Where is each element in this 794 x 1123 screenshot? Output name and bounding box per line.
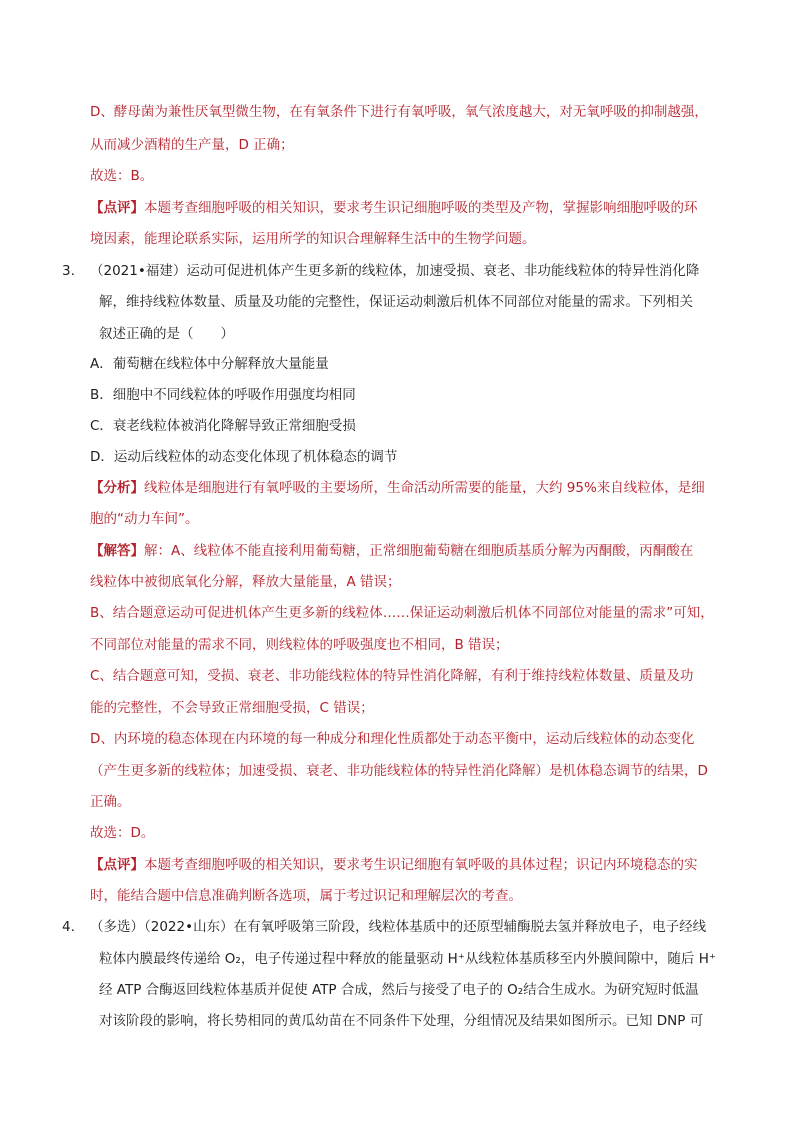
option-b-explanation-line1: B、结合题意运动可促进机体产生更多新的线粒体……保证运动刺激后机体不同部位对能量的需求”可知， bbox=[90, 605, 714, 621]
question-stem-line1: （2021•福建）运动可促进机体产生更多新的线粒体，加速受损、衰老、非功能线粒体的特异性消化降 bbox=[90, 263, 700, 279]
comment-tag: 【点评】 bbox=[90, 200, 144, 216]
option-b-explanation-line2: 不同部位对能量的需求不同，则线粒体的呼吸强度也不相同，B 错误； bbox=[90, 637, 509, 653]
comment-line2: 境因素，能理论联系实际，运用所学的知识合理解释生活中的生物学问题。 bbox=[90, 231, 536, 247]
option-c-explanation-line2: 能的完整性，不会导致正常细胞受损，C 错误； bbox=[90, 700, 374, 716]
question-number: 4. bbox=[62, 919, 75, 935]
option-c: C．衰老线粒体被消化降解导致正常细胞受损 bbox=[90, 418, 356, 434]
solution-line2: 线粒体中被彻底氧化分解，释放大量能量，A 错误； bbox=[90, 574, 401, 590]
comment-text: 本题考查细胞呼吸的相关知识，要求考生识记细胞有氧呼吸的具体过程；识记内环境稳态的实 bbox=[144, 857, 698, 873]
analysis-text: 线粒体是细胞进行有氧呼吸的主要场所，生命活动所需要的能量，大约 95%来自线粒体，是细 bbox=[144, 480, 705, 496]
analysis-line2: 胞的“动力车间”。 bbox=[90, 511, 199, 527]
solution-line1 bbox=[90, 541, 693, 561]
analysis-line1 bbox=[90, 478, 705, 498]
comment-line1 bbox=[90, 198, 698, 218]
solution-text: 解：A、线粒体不能直接利用葡萄糖，正常细胞葡萄糖在细胞质基质分解为丙酮酸，丙酮酸在 bbox=[144, 543, 694, 559]
question-stem-line2: 粒体内膜最终传递给 O₂，电子传递过程中释放的能量驱动 H⁺从线粒体基质移至内外膜间隙中，随后 H⁺ bbox=[99, 951, 716, 967]
comment-line2: 时，能结合题中信息准确判断各选项，属于考过识记和理解层次的考查。 bbox=[90, 888, 522, 904]
option-a: A．葡萄糖在线粒体中分解释放大量能量 bbox=[90, 356, 329, 372]
answer-line: 故选：D。 bbox=[90, 825, 155, 841]
question-stem-line2: 解，维持线粒体数量、质量及功能的完整性，保证运动刺激后机体不同部位对能量的需求。下列相关 bbox=[99, 294, 693, 310]
option-d-explanation-line1: D、酵母菌为兼性厌氧型微生物，在有氧条件下进行有氧呼吸，氧气浓度越大，对无氧呼吸的抑制越强， bbox=[90, 104, 708, 120]
option-d-explanation-line1: D、内环境的稳态体现在内环境的每一种成分和理化性质都处于动态平衡中，运动后线粒体的动态变化 bbox=[90, 731, 695, 747]
question-stem-line1: （多选）（2022•山东）在有氧呼吸第三阶段，线粒体基质中的还原型辅酶脱去氢并释放电子，电子经线 bbox=[90, 919, 707, 935]
option-d-explanation-line2: （产生更多新的线粒体；加速受损、衰老、非功能线粒体的特异性消化降解）是机体稳态调节的结果，D bbox=[90, 763, 708, 779]
answer-line: 故选：B。 bbox=[90, 168, 154, 184]
comment-text: 本题考查细胞呼吸的相关知识，要求考生识记细胞呼吸的类型及产物，掌握影响细胞呼吸的环 bbox=[144, 200, 698, 216]
option-c-explanation-line1: C、结合题意可知，受损、衰老、非功能线粒体的特异性消化降解，有利于维持线粒体数量、质量及功 bbox=[90, 668, 694, 684]
question-stem-line4: 对该阶段的影响，将长势相同的黄瓜幼苗在不同条件下处理，分组情况及结果如图所示。已知 DNP 可 bbox=[99, 1013, 704, 1029]
option-b: B．细胞中不同线粒体的呼吸作用强度均相同 bbox=[90, 387, 356, 403]
question-stem-line3: 叙述正确的是（ ） bbox=[99, 326, 234, 342]
comment-line1 bbox=[90, 855, 698, 875]
comment-tag: 【点评】 bbox=[90, 857, 144, 873]
option-d-explanation-line3: 正确。 bbox=[90, 794, 131, 810]
option-d-explanation-line2: 从而减少酒精的生产量，D 正确； bbox=[90, 137, 294, 153]
solution-tag: 【解答】 bbox=[90, 543, 144, 559]
question-stem-line3: 经 ATP 合酶返回线粒体基质并促使 ATP 合成，然后与接受了电子的 O₂结合生成水。为研究短时低温 bbox=[99, 982, 699, 998]
option-d: D．运动后线粒体的动态变化体现了机体稳态的调节 bbox=[90, 449, 398, 465]
question-number: 3. bbox=[62, 263, 75, 279]
analysis-tag: 【分析】 bbox=[90, 480, 144, 496]
